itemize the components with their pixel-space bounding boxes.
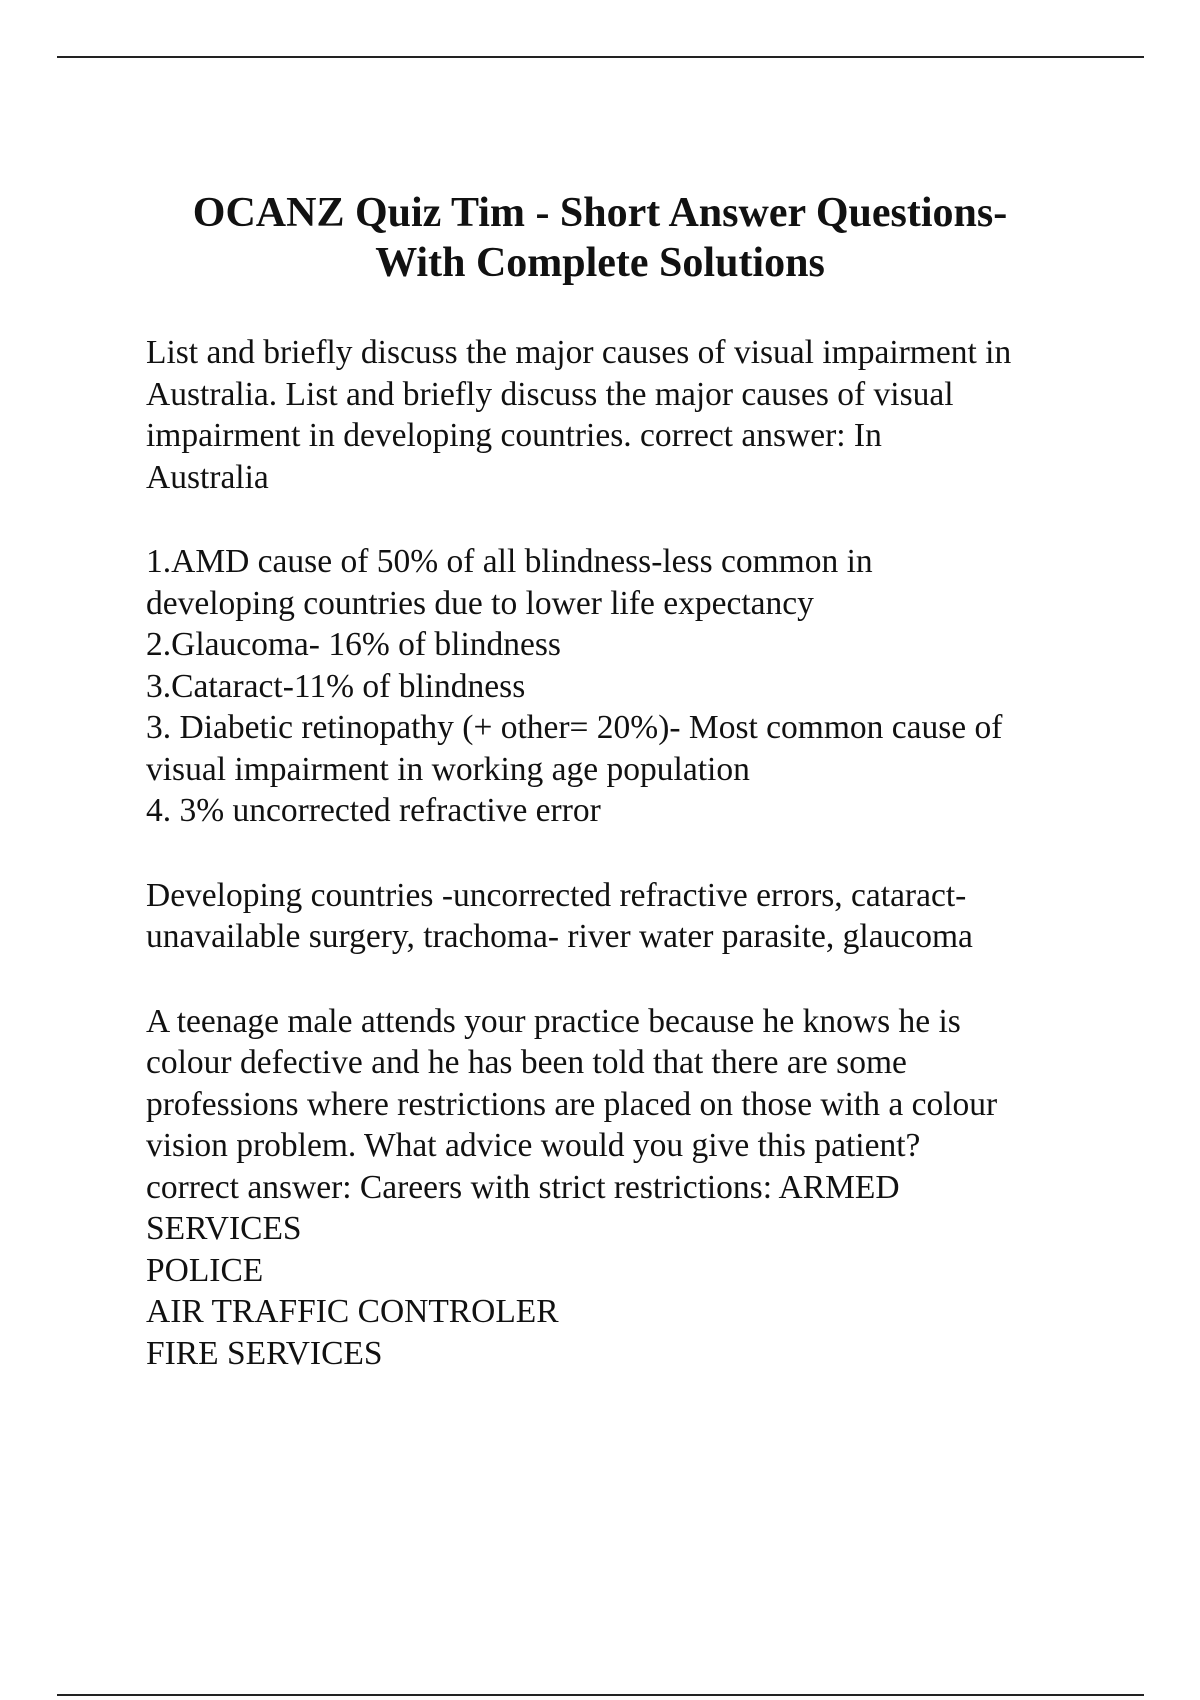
text-line: correct answer: Careers with strict restrictions: ARMED	[146, 1168, 900, 1206]
text-line: 3. Diabetic retinopathy (+ other= 20%)- Most common cause of	[146, 709, 1003, 746]
text-line: 1.AMD cause of 50% of all blindness-less common in	[146, 543, 873, 580]
text-line: AIR TRAFFIC CONTROLER	[146, 1293, 559, 1330]
text-line: visual impairment in working age population	[146, 750, 750, 788]
top-divider	[57, 56, 1144, 58]
document-title	[120, 188, 1080, 288]
text-line: FIRE SERVICES	[146, 1334, 383, 1372]
text-line: 2.Glaucoma- 16% of blindness	[146, 626, 561, 663]
text-line: developing countries due to lower life expectancy	[146, 584, 814, 622]
bottom-divider	[57, 1694, 1144, 1696]
text-line: 3.Cataract-11% of blindness	[146, 667, 526, 705]
australia-causes-list	[146, 541, 1106, 832]
document-body	[146, 332, 1106, 1417]
text-line: impairment in developing countries. correct answer: In	[146, 417, 882, 454]
text-line: Australia. List and briefly discuss the major causes of visual	[146, 375, 954, 413]
developing-countries-paragraph	[146, 875, 1106, 958]
text-line: SERVICES	[146, 1210, 302, 1247]
text-line: professions where restrictions are placed on those with a colour	[146, 1085, 998, 1123]
text-line: 4. 3% uncorrected refractive error	[146, 792, 601, 829]
text-line: Developing countries -uncorrected refractive errors, cataract-	[146, 876, 967, 914]
text-line: vision problem. What advice would you give this patient?	[146, 1127, 921, 1164]
text-line: List and briefly discuss the major causes of visual impairment in	[146, 334, 1012, 371]
title-line: With Complete Solutions	[375, 240, 825, 286]
text-line: POLICE	[146, 1251, 264, 1289]
text-line: unavailable surgery, trachoma- river water parasite, glaucoma	[146, 918, 973, 955]
question-2-paragraph	[146, 1001, 1106, 1375]
text-line: A teenage male attends your practice because he knows he is	[146, 1002, 961, 1040]
question-1-paragraph	[146, 332, 1106, 498]
text-line: colour defective and he has been told that there are some	[146, 1044, 907, 1081]
text-line: Australia	[146, 458, 269, 496]
title-line: OCANZ Quiz Tim - Short Answer Questions-	[192, 190, 1008, 236]
